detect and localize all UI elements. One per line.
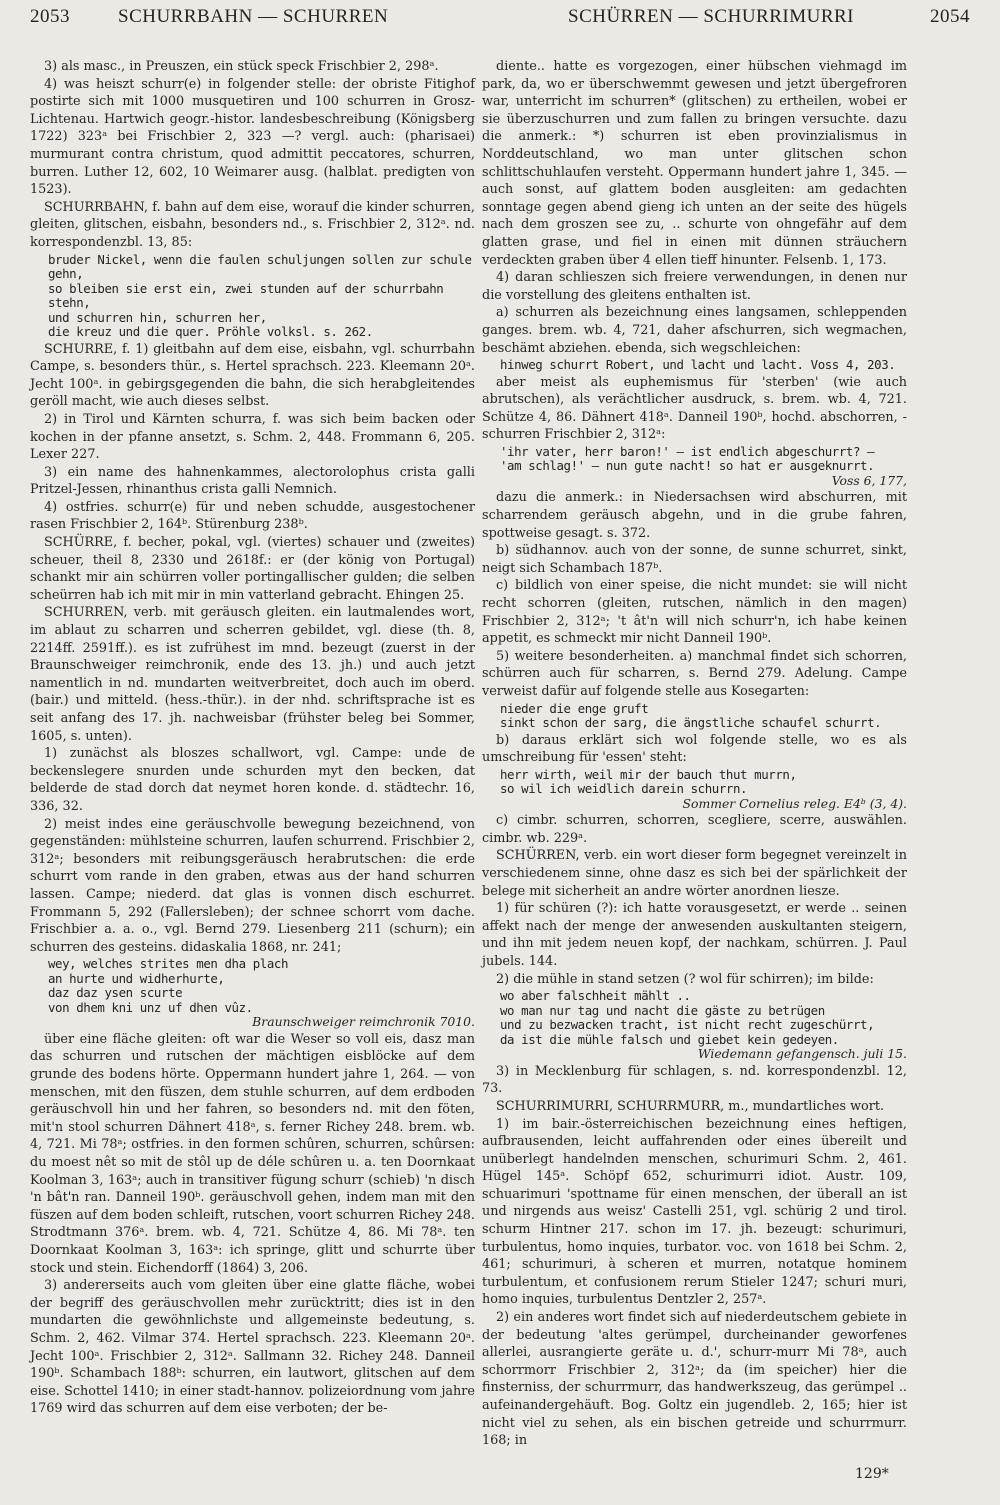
- entry-paragraph: b) daraus erklärt sich wol folgende stelle, wo es als umschreibung für 'essen' steht:: [482, 732, 907, 766]
- signature-mark: 129*: [855, 1466, 889, 1482]
- verse-line: so wil ich weidlich darein schurrn.: [500, 781, 748, 797]
- verse-line: herr wirth, weil mir der bauch thut murrn,: [500, 766, 797, 782]
- right-page-number: 2054: [930, 6, 970, 27]
- right-running-title: SCHÜRREN — SCHURRIMURRI: [568, 6, 854, 27]
- verse-line: daz daz ysen scurte: [48, 985, 183, 1001]
- entry-paragraph: 2) in Tirol und Kärnten schurra, f. was sich beim backen oder kochen in der pfanne ansetzt, s. Schm. 2, 448. Frommann 6, 205. Lexer 227.: [30, 411, 475, 463]
- entry-paragraph: 4) ostfries. schurr(e) für und neben schudde, ausgestochener rasen Frischbier 2, 164ᵇ. Stürenburg 238ᵇ.: [30, 499, 475, 533]
- verse-line: und zu bezwacken tracht, ist nicht recht zugeschürrt,: [500, 1017, 875, 1033]
- verse-line: wo aber falschheit mählt ..: [500, 988, 691, 1004]
- verse-line: sinkt schon der sarg, die ängstliche schaufel schurrt.: [500, 715, 882, 731]
- verse-line: 'ihr vater, herr baron!' — ist endlich abgeschurrt? —: [500, 443, 875, 459]
- entry-paragraph: b) südhannov. auch von der sonne, de sunne schurret, sinkt, neigt sich Schambach 187ᵇ.: [482, 543, 907, 576]
- quotation-source: Braunschweiger reimchronik 7010.: [252, 1014, 475, 1030]
- left-running-title: SCHURRBAHN — SCHURREN: [118, 6, 389, 27]
- verse-line: so bleiben sie erst ein, zwei stunden auf der schurrbahn stehn,: [48, 280, 444, 311]
- entry-paragraph: SCHURRBAHN, f. bahn auf dem eise, worauf die kinder schurren, gleiten, glitschen, eisbahn, besonders nd., s. Frischbier 2, 312ᵃ. nd. korrespondenzbl. 13, 85:: [30, 199, 475, 250]
- verse-quotation: [500, 768, 907, 812]
- entry-paragraph: diente.. hatte es vorgezogen, einer hübschen viehmagd im park, da, wo er überschwemmt gewesen und jetzt übergefroren war, unterricht im schurren* (glitschen) zu ertheilen, wobei er sie überzuschurren und zum fallen zu bringen versuchte. dazu die anmerk.: *) schurren ist eben provinzialismus in Norddeutschland, wo man unter glitschen schon schlittschuhlaufen versteht. Oppermann hundert jahre 1, 345. — auch sonst, auf glattem boden ausgleiten: am gedachten sonntage gegen abend gieng ich unten an der seite des hügels nach dem groszen see zu, .. schurte von ohngefähr auf dem glatten grase, und fiel in einen mit dünnen sträuchern verdeckten graben über 4 ellen tieff hinunter. Felsenb. 1, 173.: [482, 59, 907, 268]
- entry-paragraph: 1) im bair.-österreichischen bezeichnung eines heftigen, aufbrausenden, leicht auffahrenden oder eines übereilt und unüberlegt handelnden menschen, schurimuri Schm. 2, 461. Hügel 145ᵃ. Schöpf 652, schurimurri idiot. Austr. 109, schuarimuri 'spottname für einen menschen, der überall an ist und nirgends aus weisz' Castelli 251, vgl. schürig 2 und tirol. schurm Hintner 217. schon im 17. jh. bezeugt: schurimuri, turbulentus, homo inquies, turbator. voc. von 1618 bei Schm. 2, 461; schurimuri, à scheren et murren, notatque hominem turbulentum, et confusionem rerum Stieler 1247; schuri muri, homo inquies, turbulentus Dentzler 2, 257ᵃ.: [482, 1116, 907, 1308]
- left-page-number: 2053: [30, 6, 70, 27]
- entry-paragraph: 1) zunächst als bloszes schallwort, vgl. Campe: unde de beckenslegere snurden unde schurden myt den becken, dat belderde de stad dorch dat neymet horen konde. d. städtechr. 16, 336, 32.: [30, 746, 475, 814]
- verse-line: wey, welches strites men dha plach: [48, 956, 289, 972]
- entry-paragraph: a) schurren als bezeichnung eines langsamen, schleppenden ganges. brem. wb. 4, 721, daher afschurren, sich wegmachen, beschämt abziehen. ebenda, sich wegschleichen:: [482, 305, 907, 356]
- verse-quotation: [500, 358, 907, 373]
- entry-paragraph: über eine fläche gleiten: oft war die Weser so voll eis, dasz man das schurren und rutschen der mächtigen eisblöcke auf dem grunde des bodens hörte. Oppermann hundert jahre 1, 264. — von menschen, mit den füszen, dem stuhle schurren, auf dem erdboden geräuschvoll hin und her fahren, so besonders nd. mit den föten, mit'n stool schurren Dähnert 418ᵃ, s. ferner Richey 248. brem. wb. 4, 721. Mi 78ᵃ; ostfries. in den formen schûren, schurren, schûrsen: du moest nêt so mit de stôl up de déle schûren u. a. ten Doornkaat Koolman 3, 163ᵃ; auch in transitiver fügung schurr (schieb) 'n disch 'n bât'n ran. Danneil 190ᵇ. geräuschvoll gehen, indem man mit den füszen auf dem boden schleift, rutschen, voort schurren Richey 248. Strodtmann 376ᵃ. brem. wb. 4, 721. Schütze 4, 86. Mi 78ᵃ. ten Doornkaat Koolman 3, 163ᵃ: ich springe, glitt und schurrte über stock und stein. Eichendorff (1864) 3, 206.: [30, 1031, 475, 1276]
- verse-line: von dhem kni unz uf dhen vûz.: [48, 999, 253, 1015]
- entry-paragraph: dazu die anmerk.: in Niedersachsen wird abschurren, mit scharrendem geräusch abgehn, und in die grube fahren, spottweise gesagt. s. 372.: [482, 490, 907, 541]
- entry-paragraph: aber meist als euphemismus für 'sterben' (wie auch abrutschen), als verächtlicher ausdruck, s. brem. wb. 4, 721. Schütze 4, 86. Dähnert 418ᵃ. Danneil 190ᵇ, hochd. abschorren, -schurren Frischbier 2, 312ᵃ:: [482, 374, 907, 443]
- quotation-source: Voss 6, 177,: [831, 472, 907, 488]
- entry-paragraph: 3) andererseits auch vom gleiten über eine glatte fläche, wobei der begriff des geräuschvollen mehr zurücktritt; dies ist in den mundarten die gewöhnlichste und allgemeinste bedeutung, s. Schm. 2, 462. Vilmar 374. Hertel sprachsch. 223. Kleemann 20ᵃ. Jecht 100ᵃ. Frischbier 2, 312ᵃ. Sallmann 32. Richey 248. Danneil 190ᵇ. Schambach 188ᵇ: schurren, ein lautwort, glitschen auf dem eise. Schottel 1410; in einer stadt-hannov. polizeiordnung vom jahre 1769 wird das schurren auf dem eise verboten; der be-: [30, 1278, 475, 1417]
- entry-paragraph: SCHURRE, f. 1) gleitbahn auf dem eise, eisbahn, vgl. schurrbahn Campe, s. besonders thür., s. Hertel sprachsch. 223. Kleemann 20ᵃ. Jecht 100ᵃ. in gebirgsgegenden die bahn, die sich herabgleitendes geröll macht, wie auch dieses selbst.: [30, 341, 475, 410]
- left-page-header: [30, 6, 475, 36]
- entry-paragraph: c) cimbr. schurren, schorren, scegliere, scerre, auswählen. cimbr. wb. 229ᵃ.: [482, 813, 907, 846]
- entry-paragraph: 1) für schüren (?): ich hatte vorausgesetzt, er werde .. seinen affekt nach der menge der anwesenden auskultanten steigern, und ihn mit jedem neuen kopf, der nachkam, schürren. J. Paul jubels. 144.: [482, 901, 907, 970]
- verse-line: da ist die mühle falsch und giebet kein gedeyen.: [500, 1031, 839, 1047]
- entry-paragraph: SCHURRIMURRI, SCHURRMURR, m., mundartliches wort.: [496, 1098, 885, 1114]
- entry-paragraph: 3) in Mecklenburg für schlagen, s. nd. korrespondenzbl. 12, 73.: [482, 1063, 907, 1097]
- entry-paragraph: SCHÜRREN, verb. ein wort dieser form begegnet vereinzelt in verschiedenem sinne, ohne dasz es sich bei der spärlichkeit der belege mit sicherheit an andre wörter anordnen liesze.: [482, 848, 907, 899]
- entry-paragraph: 3) als masc., in Preuszen, ein stück speck Frischbier 2, 298ᵃ.: [44, 59, 439, 74]
- verse-line: hinweg schurrt Robert, und lacht und lacht. Voss 4, 203.: [500, 357, 896, 373]
- verse-line: nieder die enge gruft: [500, 700, 649, 716]
- entry-paragraph: SCHURREN, verb. mit geräusch gleiten. ein lautmalendes wort, im ablaut zu scharren und scherren gebildet, vgl. diese (th. 8, 2214ff. 2591ff.). es ist zufrühest im mnd. bezeugt (zuerst in der Braunschweiger reimchronik, ende des 13. jh.) und auch jetzt namentlich in nd. mundarten weitverbreitet, doch auch im oberd. (bair.) und mitteld. (hess.-thür.). in der nhd. schriftsprache ist es seit anfang des 17. jh. nachweisbar (frühster beleg bei Sommer, 1605, s. unten).: [30, 605, 475, 744]
- verse-quotation: [500, 445, 907, 489]
- entry-paragraph: 5) weitere besonderheiten. a) manchmal findet sich schorren, schürren auch für scharren, s. Bernd 279. Adelung. Campe verweist dafür auf folgende stelle aus Kosegarten:: [482, 648, 907, 699]
- verse-line: bruder Nickel, wenn die faulen schuljungen sollen zur schule gehn,: [48, 251, 472, 282]
- verse-quotation: [500, 702, 907, 731]
- entry-paragraph: 4) was heiszt schurr(e) in folgender stelle: der obriste Fitighof postirte sich mit 1000 musquetiren und 100 schurren in Grosz-Lichtenau. Hartwich geogr.-histor. landesbeschreibung (Königsberg 1722) 323ᵃ bei Frischbier 2, 323 —? vergl. auch: (pharisaei) murmurant contra christum, quod admittit peccatores, schurren, burren. Luther 12, 602, 10 Weimarer ausg. (halblat. predigten von 1523).: [30, 76, 475, 198]
- quotation-source: Sommer Cornelius releg. E4ᵇ (3, 4).: [682, 795, 907, 811]
- right-text-column: [482, 58, 907, 1450]
- left-text-column: [30, 58, 475, 1418]
- verse-line: und schurren hin, schurren her,: [48, 309, 267, 325]
- entry-paragraph: 2) die mühle in stand setzen (? wol für schirren); im bilde:: [496, 971, 874, 987]
- verse-line: 'am schlag!' — nun gute nacht! so hat er ausgeknurrt.: [500, 458, 875, 474]
- entry-paragraph: 2) meist indes eine geräuschvolle bewegung bezeichnend, von gegenständen: mühlsteine schurren, laufen schurrend. Frischbier 2, 312ᵃ; besonders mit reibungsgeräusch herabrutschen: die erde schurrt vom rande in den graben, etwas aus der hand schurren lassen. Campe; niederd. dat glas is vonnen disch eschurret. Frommann 5, 292 (Fallersleben); der schnee schorrt vom dache. Frischbier a. a. o., vgl. Bernd 279. Liesenberg 211 (schurn); ein schurren des gesteins. didaskalia 1868, nr. 241;: [30, 816, 475, 955]
- entry-paragraph: 4) daran schlieszen sich freiere verwendungen, in denen nur die vorstellung des gleitens enthalten ist.: [482, 270, 907, 303]
- verse-quotation: [48, 253, 475, 340]
- quotation-source: Wiedemann gefangensch. juli 15.: [697, 1046, 907, 1062]
- entry-paragraph: c) bildlich von einer speise, die nicht mundet: sie will nicht recht schorren (gleiten, rutschen, nämlich in den magen) Frischbier 2, 312ᵃ; 't ât'n will nich schurr'n, ich habe keinen appetit, es schmeckt mir nicht Danneil 190ᵇ.: [482, 578, 907, 647]
- entry-paragraph: 2) ein anderes wort findet sich auf niederdeutschem gebiete in der bedeutung 'altes gerümpel, durcheinander geworfenes allerlei, ausrangierte geräte u. d.', schurr-murr Mi 78ᵃ, auch schorrmorr Frischbier 2, 312ᵃ; da (im speicher) hier die finsterniss, der schurrmurr, das handwerkszeug, das gerümpel .. aufeinandergehäuft. Bog. Goltz ein jugendleb. 2, 165; hier ist nicht viel zu sehen, als ein bischen getreide und schurrmurr. 168; in: [482, 1310, 907, 1449]
- right-page-header: [520, 6, 970, 36]
- verse-line: die kreuz und die quer. Pröhle volksl. s. 262.: [48, 324, 373, 340]
- entry-paragraph: SCHÜRRE, f. becher, pokal, vgl. (viertes) schauer und (zweites) scheuer, theil 8, 2330 und 2618f.: er (der könig von Portugal) schankt mir ain schürren voller portingallischer gulden; die selben scheürren hab ich mit mir in min vatterland gebracht. Ehingen 25.: [30, 535, 475, 603]
- verse-line: an hurte und widherhurte,: [48, 970, 225, 986]
- verse-quotation: [48, 957, 475, 1030]
- verse-quotation: [500, 989, 907, 1062]
- verse-line: wo man nur tag und nacht die gäste zu betrügen: [500, 1002, 825, 1018]
- entry-paragraph: 3) ein name des hahnenkammes, alectorolophus crista galli Pritzel-Jessen, rhinanthus crista galli Nemnich.: [30, 464, 475, 498]
